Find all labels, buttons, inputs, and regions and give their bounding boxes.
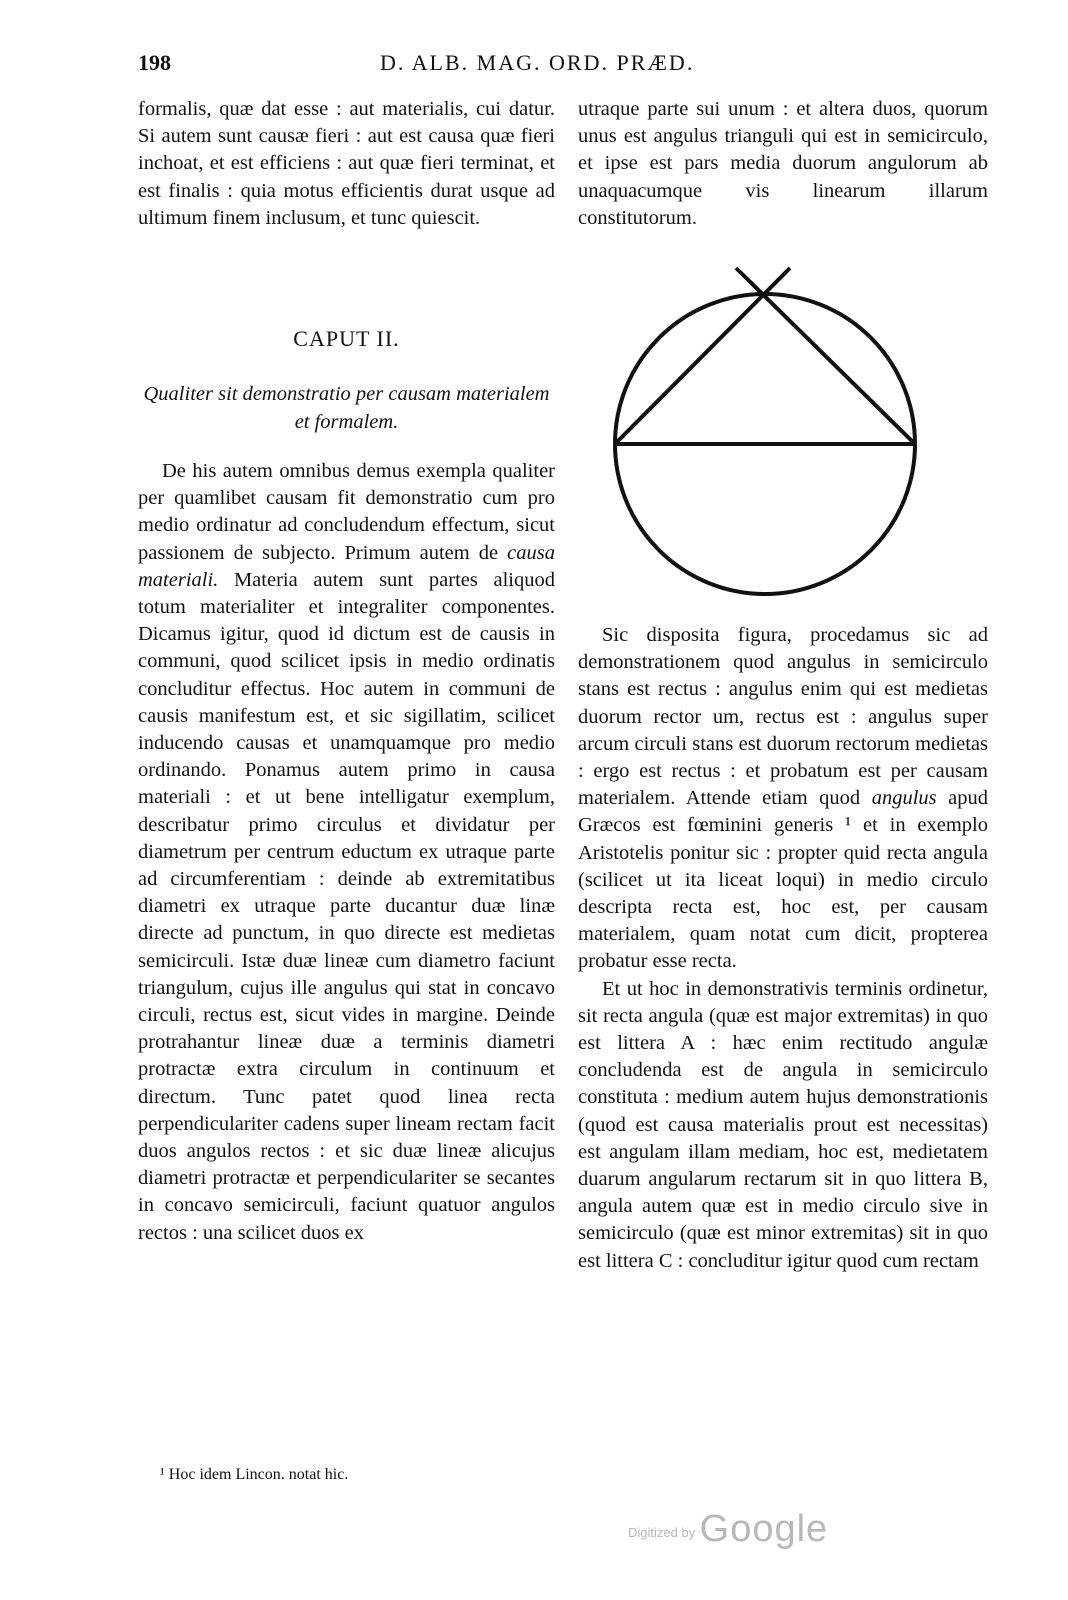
left-column-top (138, 96, 555, 232)
right-top-paragraph: utraque parte sui unum : et altera duos, quorum unus est angulus trianguli qui est in semicirculo, et ipse est pars media duorum angulorum ab unaquacumque vis linearum illarum constitutorum. (578, 98, 988, 229)
left-main-text-2: Materia autem sunt partes aliquod totum materialiter et integraliter componentes. Dicamus igitur, quod id dictum est de causis in communi, quod scilicet ipsis in medio ordinatis concluditur effectus. Hoc autem in communi de causis manifestum est, et sic sigillatim, scilicet inducendo causas et unamquamque pro medio ordinando. Ponamus autem primo in causa materiali : et ut bene intelligatur exemplum, describatur primo circulus et dividatur per diametrum per centrum eductum ex utraque parte ad circumferentiam : deinde ab extremitatibus diametri ex utraque parte ducantur duæ linæ directe ad punctum, in quo directe est medietas semicirculi. Istæ duæ lineæ cum diametro faciunt triangulum, cujus ille angulus qui stat in concavo circuli, rectus est, sicut vides in margine. Deinde protrahantur lineæ duæ a terminis diametri protractæ extra circulum in continuum et directum. Tunc patet quod linea recta perpendiculariter cadens super lineam rectam facit duos angulos rectos : et sic duæ lineæ alicujus diametri protractæ et perpendiculariter se secantes in concavo semicirculi, faciunt quatuor angulos rectos : una scilicet duos ex (138, 568, 555, 1244)
right-a-italic: angulus (871, 787, 937, 810)
semicircle-triangle-diagram (600, 262, 960, 622)
digitized-stamp (628, 1508, 828, 1551)
chapter-subtitle: Qualiter sit demonstratio per causam materialem et formalem. (143, 383, 550, 433)
page-header (0, 50, 1068, 82)
chapter-title: CAPUT II. (293, 326, 400, 351)
google-logo: Google (699, 1508, 829, 1550)
left-top-paragraph: formalis, quæ dat esse : aut materialis, cui datur. Si autem sunt causæ fieri : aut est causa quæ fieri inchoat, et est efficiens : aut quæ fieri terminat, et est finalis : quia motus efficientis durat usque ad ultimum finem inclusum, et tunc quiescit. (138, 98, 555, 229)
left-main-paragraph (138, 458, 555, 1247)
right-a-text-1: Sic disposita figura, procedamus sic ad demonstrationem quod angulus in semicirculo stans est rectus : angulus enim qui est medietas duorum rector um, rectus est : angulus super arcum circuli stans est duorum rectorum medietas : ergo est rectus : et probatum est per causam materialem. Attende etiam quod (578, 624, 988, 810)
right-a-text-2: apud Græcos est fœminini generis ¹ et in exemplo Aristotelis ponitur sic : propter quid recta angula (scilicet ut ita liceat loqui) in medio circulo descripta recta est, hoc est, per causam materialem, quam notat cum dicit, propterea probatur esse recta. (578, 787, 988, 973)
page-number: 198 (138, 50, 171, 75)
left-main-italic: causa materiali. (138, 541, 555, 591)
running-head: D. ALB. MAG. ORD. PRÆD. (380, 50, 695, 75)
left-column-main (138, 458, 555, 1247)
stamp-prefix: Digitized by (628, 1525, 696, 1540)
footnote: ¹ Hoc idem Lincon. notat hic. (160, 1466, 349, 1483)
right-column-main (578, 622, 988, 1275)
right-paragraph-b: Et ut hoc in demonstrativis terminis ordinetur, sit recta angula (quæ est major extremitas) in quo est littera A : hæc enim rectitudo angulæ concludenda est de angula in semicirculo constituta : medium autem hujus demonstrationis (quod est causa materialis prout est necessitas) est angulam illam mediam, hoc est, medietatem duarum angularum rectarum sit in quo littera B, angula autem quæ est in medio circulo sive in semicirculo (quæ est minor extremitas) sit in quo est littera C : concluditur igitur quod cum rectam (578, 977, 988, 1272)
right-paragraph-a (578, 622, 988, 976)
left-main-text-1: De his autem omnibus demus exempla qualiter per quamlibet causam fit demonstratio cum pro medio ordinatur ad concludendum effectum, sicut passionem de subjecto. Primum autem de (138, 460, 555, 564)
right-column-top (578, 96, 988, 232)
